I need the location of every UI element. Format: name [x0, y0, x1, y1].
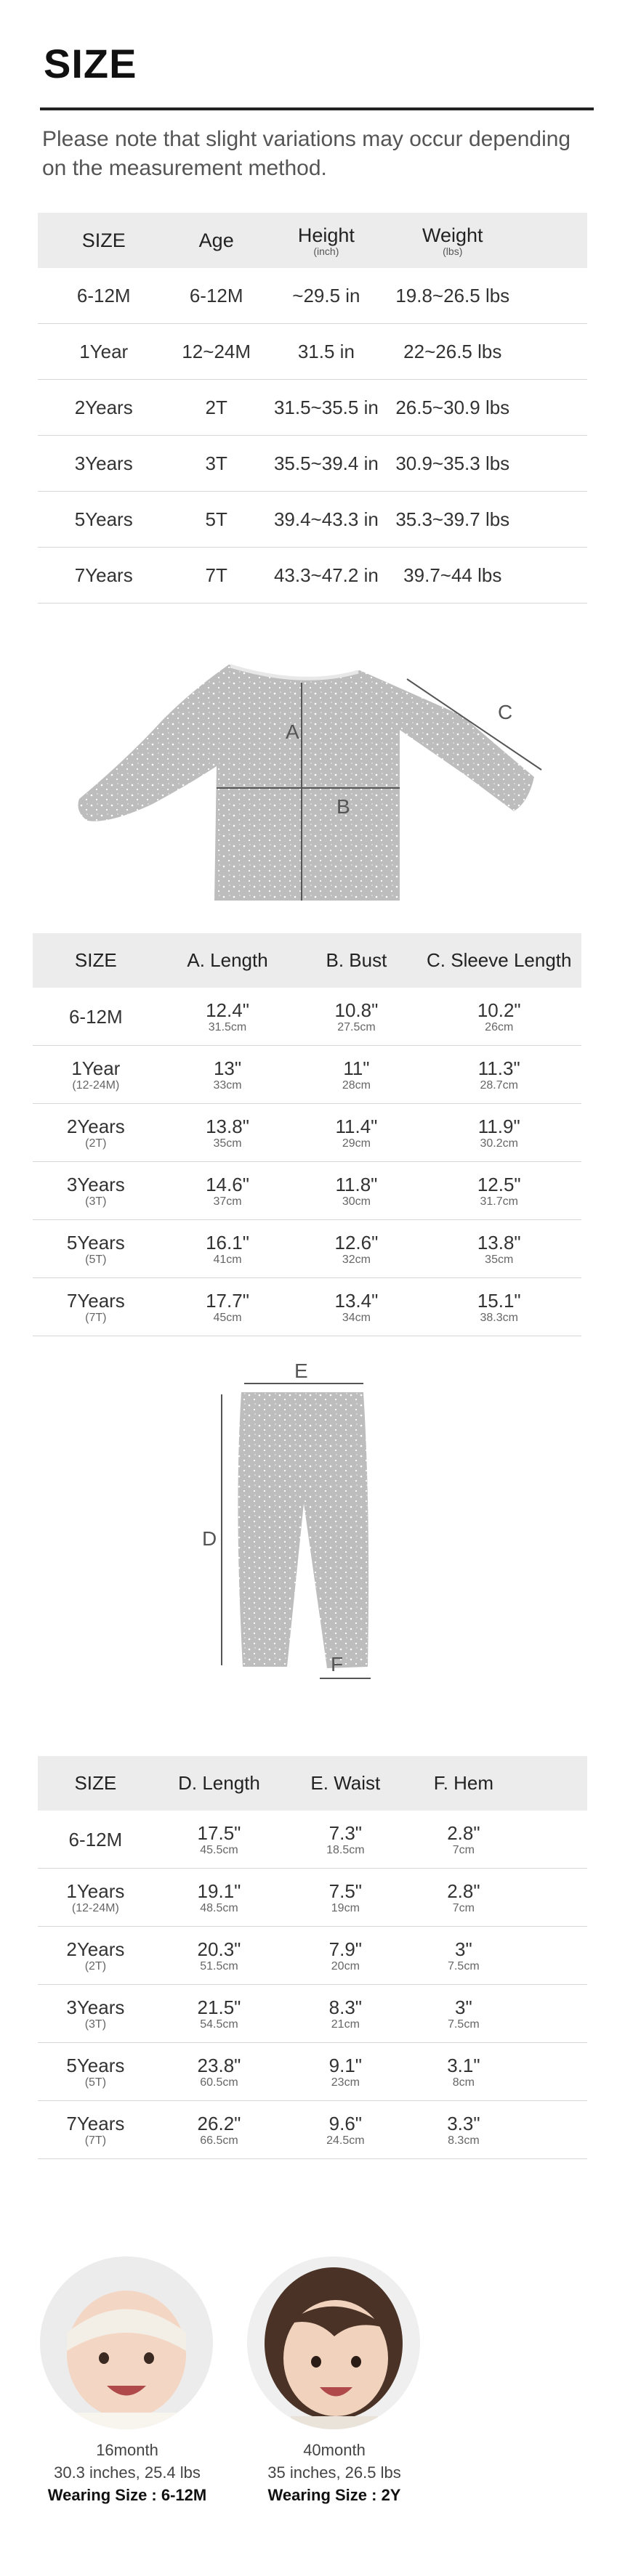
hem-cell: 3" 7.5cm — [406, 1927, 522, 1985]
table-row — [38, 548, 587, 604]
weight-cell: 35.3~39.7 lbs — [390, 492, 516, 548]
label-a: A — [286, 720, 299, 743]
size-cell: 1Year (12-24M) — [33, 1046, 159, 1104]
age-cell: 5T — [169, 492, 263, 548]
model-wearing-size: Wearing Size : 6-12M — [47, 2486, 207, 2504]
size-cell: 7Years — [38, 548, 169, 604]
model-photo-1 — [40, 2256, 213, 2429]
sleeve-cell: 10.2" 26cm — [416, 988, 581, 1046]
table-row — [38, 1811, 587, 1869]
age-cell: 3T — [169, 436, 263, 492]
table-row — [38, 324, 587, 380]
table-row — [33, 988, 581, 1046]
sleeve-cell: 12.5" 31.7cm — [416, 1162, 581, 1220]
header-d-length: D. Length — [153, 1756, 285, 1811]
weight-cell: 30.9~35.3 lbs — [390, 436, 516, 492]
waist-cell: 7.3" 18.5cm — [285, 1811, 406, 1869]
size-cell: 5Years — [38, 492, 169, 548]
hem-cell: 2.8" 7cm — [406, 1811, 522, 1869]
top-diagram — [69, 650, 549, 919]
size-cell: 3Years — [38, 436, 169, 492]
model-photo-2 — [247, 2256, 420, 2429]
table-row — [38, 1927, 587, 1985]
waist-cell: 8.3" 21cm — [285, 1985, 406, 2043]
table-header-row — [38, 213, 587, 268]
table-row — [38, 1985, 587, 2043]
sleeve-cell: 11.9" 30.2cm — [416, 1104, 581, 1162]
size-cell: 6-12M — [33, 988, 159, 1046]
header-length: A. Length — [159, 933, 297, 988]
weight-cell: 22~26.5 lbs — [390, 324, 516, 380]
hem-cell: 2.8" 7cm — [406, 1869, 522, 1927]
size-cell: 2Years — [38, 380, 169, 436]
page-title: SIZE — [44, 41, 137, 86]
length-cell: 13" 33cm — [159, 1046, 297, 1104]
model-stats: 30.3 inches, 25.4 lbs — [54, 2463, 201, 2482]
size-cell: 5Years (5T) — [33, 1220, 159, 1278]
size-cell: 1Year — [38, 324, 169, 380]
header-weight: Weight (lbs) — [390, 213, 516, 268]
table-row — [33, 1162, 581, 1220]
waist-cell: 9.1" 23cm — [285, 2043, 406, 2101]
size-chart-table — [38, 213, 587, 604]
bust-cell: 10.8" 27.5cm — [296, 988, 416, 1046]
pants-measurement-table — [38, 1756, 587, 2159]
header-age: Age — [169, 213, 263, 268]
age-cell: 6-12M — [169, 268, 263, 324]
bust-cell: 12.6" 32cm — [296, 1220, 416, 1278]
weight-cell: 19.8~26.5 lbs — [390, 268, 516, 324]
model-wearing-size: Wearing Size : 2Y — [267, 2486, 401, 2504]
length-cell: 20.3" 51.5cm — [153, 1927, 285, 1985]
label-b: B — [336, 795, 350, 818]
height-cell: 39.4~43.3 in — [263, 492, 390, 548]
model-caption-2 — [233, 2439, 436, 2506]
header-sleeve: C. Sleeve Length — [416, 933, 581, 988]
length-cell: 17.7" 45cm — [159, 1278, 297, 1336]
length-cell: 19.1" 48.5cm — [153, 1869, 285, 1927]
height-cell: 31.5~35.5 in — [263, 380, 390, 436]
table-row — [38, 492, 587, 548]
header-size: SIZE — [33, 933, 159, 988]
model-age: 16month — [96, 2441, 158, 2459]
age-cell: 12~24M — [169, 324, 263, 380]
bust-cell: 11.4" 29cm — [296, 1104, 416, 1162]
size-cell: 3Years (3T) — [38, 1985, 153, 2043]
size-cell: 1Years (12-24M) — [38, 1869, 153, 1927]
table-row — [38, 2043, 587, 2101]
bust-cell: 11" 28cm — [296, 1046, 416, 1104]
length-cell: 14.6" 37cm — [159, 1162, 297, 1220]
header-e-waist: E. Waist — [285, 1756, 406, 1811]
length-cell: 23.8" 60.5cm — [153, 2043, 285, 2101]
label-f: F — [331, 1653, 344, 1675]
table-row — [33, 1104, 581, 1162]
pants-diagram — [196, 1362, 422, 1703]
title-divider — [40, 107, 594, 110]
top-measurement-table — [33, 933, 581, 1336]
length-cell: 12.4" 31.5cm — [159, 988, 297, 1046]
length-cell: 17.5" 45.5cm — [153, 1811, 285, 1869]
header-height: Height (inch) — [263, 213, 390, 268]
weight-cell: 39.7~44 lbs — [390, 548, 516, 604]
waist-cell: 9.6" 24.5cm — [285, 2101, 406, 2159]
table-row — [38, 2101, 587, 2159]
header-size: SIZE — [38, 213, 169, 268]
header-size: SIZE — [38, 1756, 153, 1811]
label-e: E — [294, 1362, 308, 1382]
table-row — [38, 1869, 587, 1927]
size-cell: 6-12M — [38, 268, 169, 324]
height-cell: 35.5~39.4 in — [263, 436, 390, 492]
sleeve-cell: 11.3" 28.7cm — [416, 1046, 581, 1104]
bust-cell: 11.8" 30cm — [296, 1162, 416, 1220]
label-c: C — [498, 701, 513, 723]
model-age: 40month — [303, 2441, 366, 2459]
table-header-row — [38, 1756, 587, 1811]
size-cell: 2Years (2T) — [38, 1927, 153, 1985]
weight-cell: 26.5~30.9 lbs — [390, 380, 516, 436]
age-cell: 2T — [169, 380, 263, 436]
length-cell: 16.1" 41cm — [159, 1220, 297, 1278]
waist-cell: 7.9" 20cm — [285, 1927, 406, 1985]
length-cell: 21.5" 54.5cm — [153, 1985, 285, 2043]
header-f-hem: F. Hem — [406, 1756, 522, 1811]
sleeve-cell: 15.1" 38.3cm — [416, 1278, 581, 1336]
age-cell: 7T — [169, 548, 263, 604]
size-cell: 2Years (2T) — [33, 1104, 159, 1162]
waist-cell: 7.5" 19cm — [285, 1869, 406, 1927]
length-cell: 13.8" 35cm — [159, 1104, 297, 1162]
hem-cell: 3.1" 8cm — [406, 2043, 522, 2101]
table-row — [33, 1278, 581, 1336]
size-cell: 6-12M — [38, 1811, 153, 1869]
label-d: D — [202, 1527, 217, 1550]
height-cell: 43.3~47.2 in — [263, 548, 390, 604]
size-cell: 3Years (3T) — [33, 1162, 159, 1220]
height-cell: ~29.5 in — [263, 268, 390, 324]
top-garment-shape — [78, 665, 534, 901]
table-row — [33, 1046, 581, 1104]
measurement-note: Please note that slight variations may occur depending on the measurement method. — [42, 127, 571, 180]
model-caption-1 — [25, 2439, 229, 2506]
model-stats: 35 inches, 26.5 lbs — [267, 2463, 401, 2482]
length-cell: 26.2" 66.5cm — [153, 2101, 285, 2159]
header-bust: B. Bust — [296, 933, 416, 988]
size-cell: 7Years (7T) — [38, 2101, 153, 2159]
table-row — [38, 436, 587, 492]
height-cell: 31.5 in — [263, 324, 390, 380]
hem-cell: 3" 7.5cm — [406, 1985, 522, 2043]
table-row — [33, 1220, 581, 1278]
table-row — [38, 380, 587, 436]
sleeve-cell: 13.8" 35cm — [416, 1220, 581, 1278]
table-header-row — [33, 933, 581, 988]
bust-cell: 13.4" 34cm — [296, 1278, 416, 1336]
pants-garment-shape — [238, 1392, 368, 1668]
hem-cell: 3.3" 8.3cm — [406, 2101, 522, 2159]
size-cell: 5Years (5T) — [38, 2043, 153, 2101]
size-cell: 7Years (7T) — [33, 1278, 159, 1336]
table-row — [38, 268, 587, 324]
